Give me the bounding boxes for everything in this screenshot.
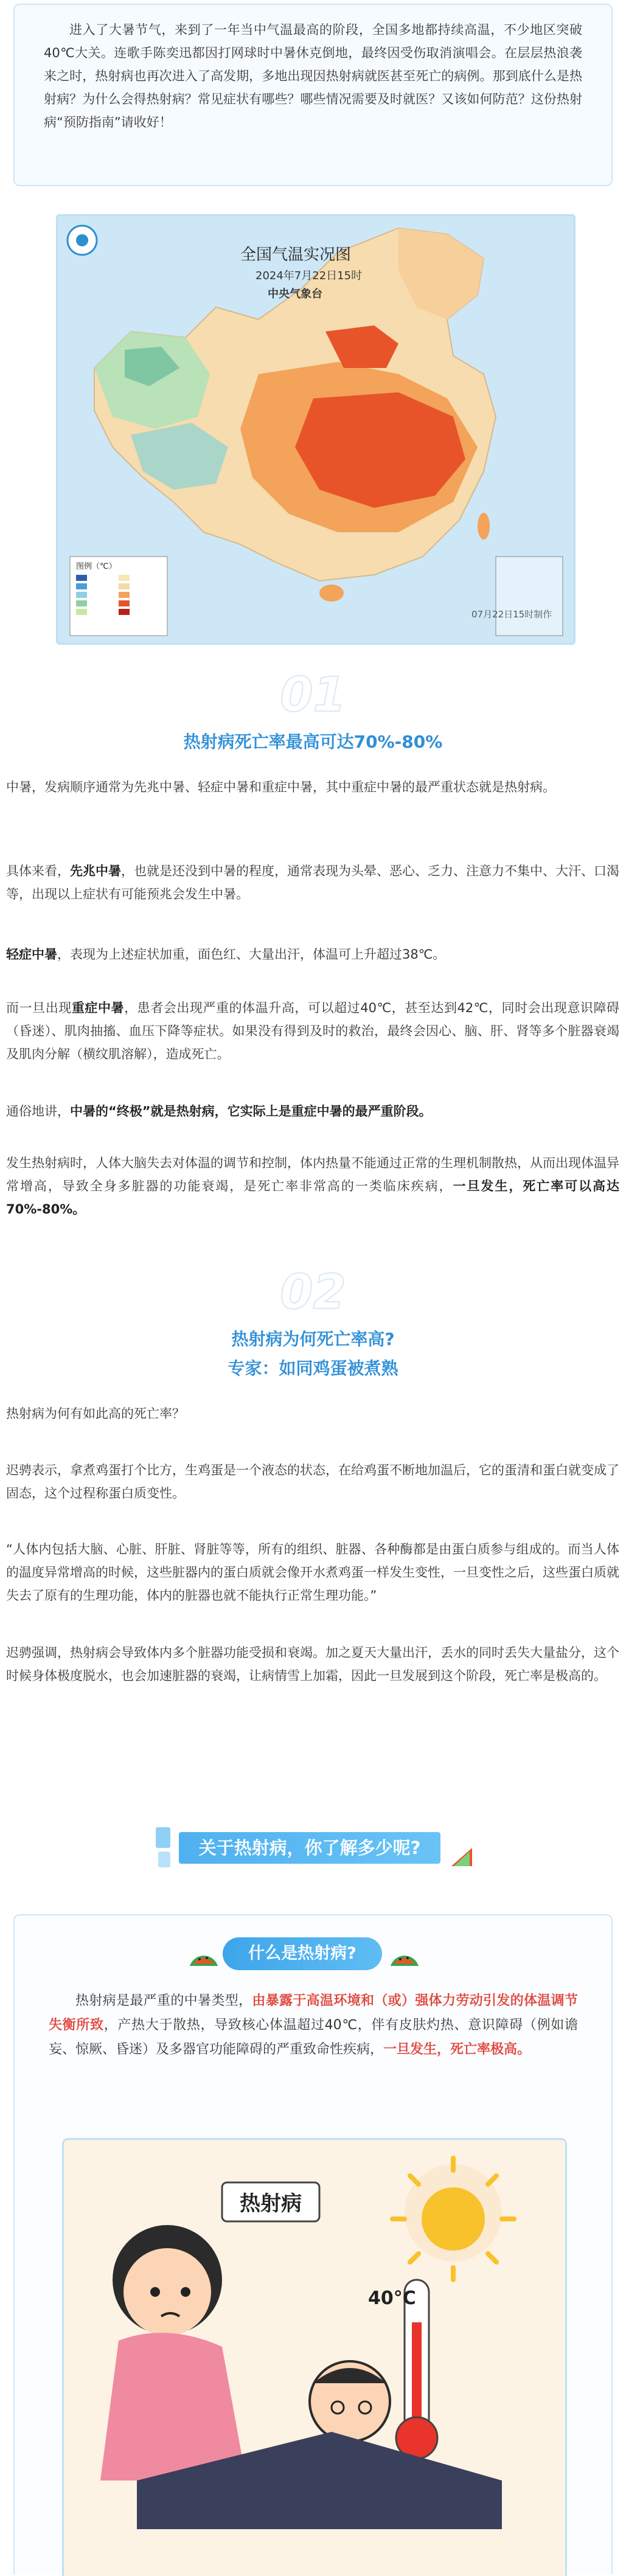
legend-title: 图例（℃） [76, 562, 117, 571]
map-source: 中央气象台 [268, 288, 322, 300]
watermelon-icon-left [189, 1937, 219, 1970]
section1-paragraph-5: 通俗地讲，中暑的“终极”就是热射病，它实际上是重症中暑的最严重阶段。 [6, 1104, 432, 1119]
taiwan [478, 513, 490, 540]
section1-paragraph-6: 发生热射病时，人体大脑失去对体温的调节和控制，体内热量不能通过正常的生理机制散热，从而出现体温异常增高，导致全身多脏器的功能衰竭，是死亡率非常高的一类临床疾病，一旦发生，死亡率可以高达70%-80%。 [6, 1156, 620, 1217]
intro-paragraph: 进入了大暑节气，来到了一年当中气温最高的阶段，全国多地都持续高温，不少地区突破40℃大关。连歌手陈奕迅都因打网球时中暑休克倒地，最终因受伤取消演唱会。在层层热浪袭来之时，热射病也再次进入了高发期，多地出现因热射病就医甚至死亡的病例。那到底什么是热射病？为什么会得热射病？常见症状有哪些？哪些情况需要及时就医？又该如何防范？这份热射病“预防指南”请收好！ [44, 23, 582, 130]
section1-paragraph-2: 具体来看，先兆中暑，也就是还没到中暑的程度，通常表现为头晕、恶心、乏力、注意力不集中、大汗、口渴等，出现以上症状有可能预兆会发生中暑。 [6, 864, 619, 901]
section2-paragraph-2: 迟骋表示，拿煮鸡蛋打个比方，生鸡蛋是一个液态的状态，在给鸡蛋不断地加温后，它的蛋清和蛋白就变成了固态，这个过程称蛋白质变性。 [6, 1463, 619, 1501]
map-title: 全国气温实况图 [240, 246, 352, 264]
map-legend [70, 557, 167, 636]
banner-text: 关于热射病，你了解多少呢? [198, 1838, 421, 1858]
illustration-graphic [64, 2140, 565, 2576]
section-number-01: 01 [280, 668, 346, 723]
map-timestamp: 07月22日15时制作 [471, 609, 552, 620]
intro-card [13, 4, 613, 186]
section2-title-2: 专家：如同鸡蛋被煮熟 [228, 1358, 398, 1378]
section2-paragraph-1: 热射病为何有如此高的死亡率？ [6, 1406, 185, 1421]
section1-title: 热射病死亡率最高可达70%-80% [183, 732, 443, 752]
question-banner [156, 1824, 472, 1876]
hainan [319, 585, 344, 602]
section1-paragraph-3: 轻症中暑，表现为上述症状加重，面色红、大量出汗，体温可上升超过38℃。 [6, 947, 446, 962]
south-sea-inset [496, 557, 563, 636]
definition-paragraph: 热射病是最严重的中暑类型，由暴露于高温环境和（或）强体力劳动引发的体温调节失衡所致，产热大于散热，导致核心体温超过40℃，伴有皮肤灼热、意识障碍（例如谵妄、惊厥、昏迷）及多器官功能障碍的严重致命性疾病，一旦发生，死亡率极高。 [49, 1993, 578, 2057]
map-graphic [58, 216, 574, 643]
watermelon-icon-right [389, 1937, 420, 1970]
section2-paragraph-4: 迟骋强调，热射病会导致体内多个脏器功能受损和衰竭。加之夏天大量出汗，丢水的同时丢失大量盐分，这个时候身体极度脱水，也会加速脏器的衰竭，让病情雪上加霜，因此一旦发展到这个阶段，死亡率是极高的。 [6, 1645, 619, 1683]
section2-title-1: 热射病为何死亡率高? [231, 1329, 395, 1349]
heatstroke-illustration [62, 2138, 567, 2576]
section1-paragraph-1: 中暑，发病顺序通常为先兆中暑、轻症中暑和重症中暑，其中重症中暑的最严重状态就是热射病。 [6, 780, 555, 794]
what-is-pill: 什么是热射病? [223, 1937, 382, 1970]
section2-paragraph-3: “人体内包括大脑、心脏、肝脏、肾脏等等，所有的组织、脏器、各种酶都是由蛋白质参与组成的。而当人体的温度异常增高的时候，这些脏器内的蛋白质就会像开水煮鸡蛋一样发生变性，一旦变性之后，这些蛋白质就失去了原有的生理功能，体内的脏器也就不能执行正常生理功能。” [6, 1542, 619, 1603]
map-date: 2024年7月22日15时 [256, 269, 363, 282]
illustration-label: 热射病 [240, 2192, 302, 2216]
section-number-02: 02 [280, 1265, 346, 1320]
section1-paragraph-4: 而一旦出现重症中暑，患者会出现严重的体温升高，可以超过40℃，甚至达到42℃，同时会出现意识障碍（昏迷）、肌肉抽搐、血压下降等症状。如果没有得到及时的救治，最终会因心、脑、肝、肾等多个脏器衰竭及肌肉分解（横纹肌溶解），造成死亡。 [6, 1001, 620, 1061]
temperature-map [56, 214, 576, 645]
thermometer-label: 40°C [368, 2288, 416, 2309]
